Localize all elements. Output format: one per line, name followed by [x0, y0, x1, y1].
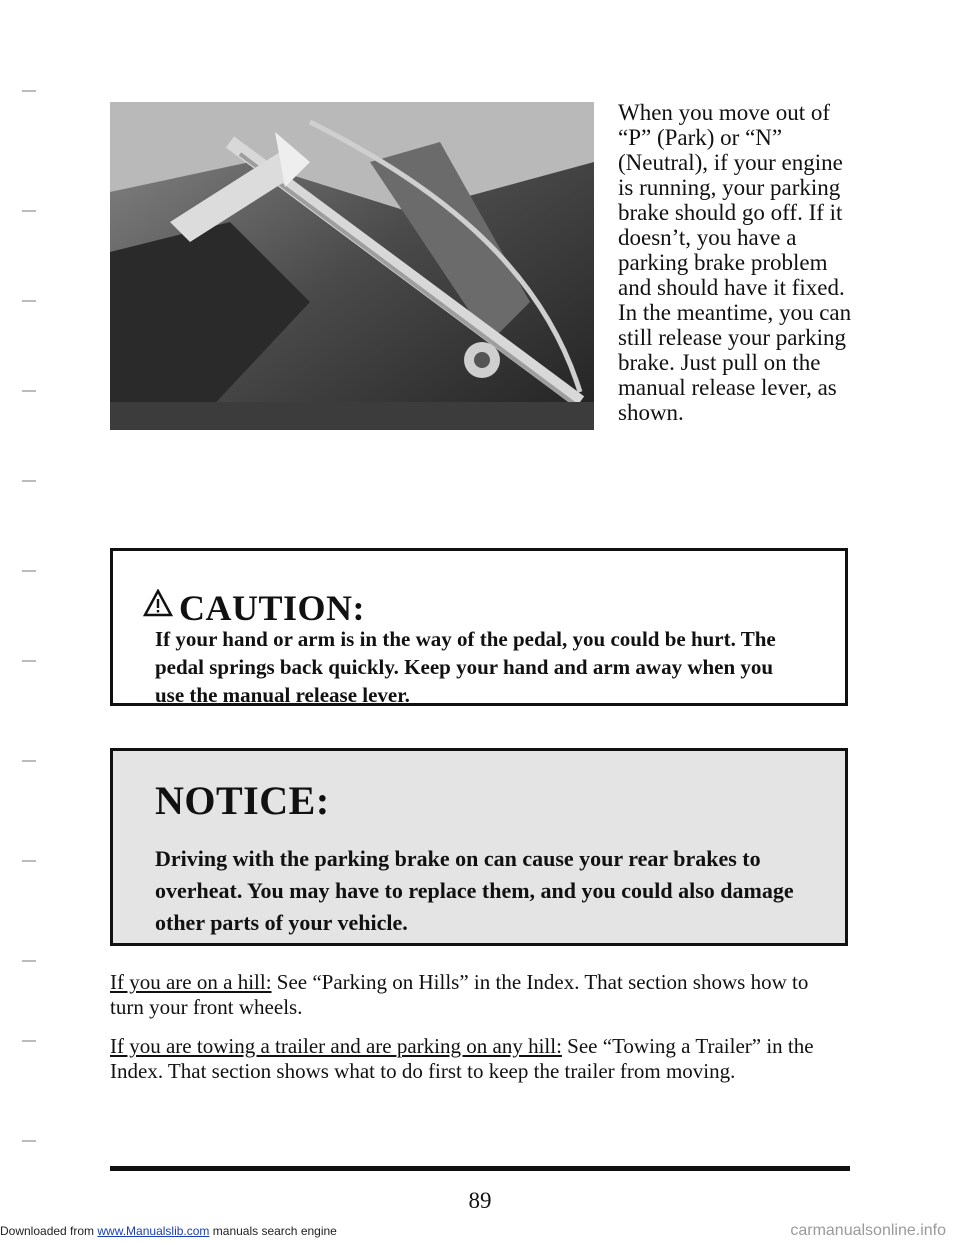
caution-text: If your hand or arm is in the way of the pedal, you could be hurt. The pedal springs back quickly. Keep your hand and arm away when you use the manual release lever. [155, 627, 776, 707]
towing-paragraph [110, 1034, 830, 1084]
intro-paragraph: When you move out of “P” (Park) or “N” (Neutral), if your engine is running, your parking brake should go off. If it doesn’t, you have a parking brake problem and should have it fixed. In the meantime, you can still release your parking brake. Just pull on the manual release lever, as shown. [618, 100, 852, 425]
towing-text: See “Towing a Trailer” in the Index. That section shows what to do first to keep the trailer from moving. [110, 1034, 814, 1083]
footer-prefix: Downloaded from [0, 1224, 98, 1238]
hill-paragraph [110, 970, 830, 1020]
download-footer [0, 1224, 337, 1238]
notice-text: Driving with the parking brake on can cause your rear brakes to overheat. You may have to replace them, and you could also damage other parts of your vehicle. [155, 846, 794, 935]
page-number: 89 [468, 1188, 492, 1213]
hill-text: See “Parking on Hills” in the Index. That section shows how to turn your front wheels. [110, 970, 809, 1019]
margin-marks [22, 80, 42, 1180]
manualslib-link[interactable]: www.Manualslib.com [97, 1224, 210, 1238]
warning-triangle-icon [143, 589, 173, 617]
caution-title: CAUTION: [179, 588, 366, 628]
caution-box [110, 548, 848, 706]
watermark-text: carmanualsonline.info [790, 1222, 946, 1239]
towing-lead: If you are towing a trailer and are parking on any hill: [110, 1034, 562, 1058]
brake-release-photo [110, 102, 594, 430]
footer-rule [110, 1166, 850, 1171]
footer-suffix: manuals search engine [209, 1224, 337, 1238]
hill-lead: If you are on a hill: [110, 970, 272, 994]
notice-box [110, 748, 848, 946]
notice-title: NOTICE: [155, 778, 330, 823]
